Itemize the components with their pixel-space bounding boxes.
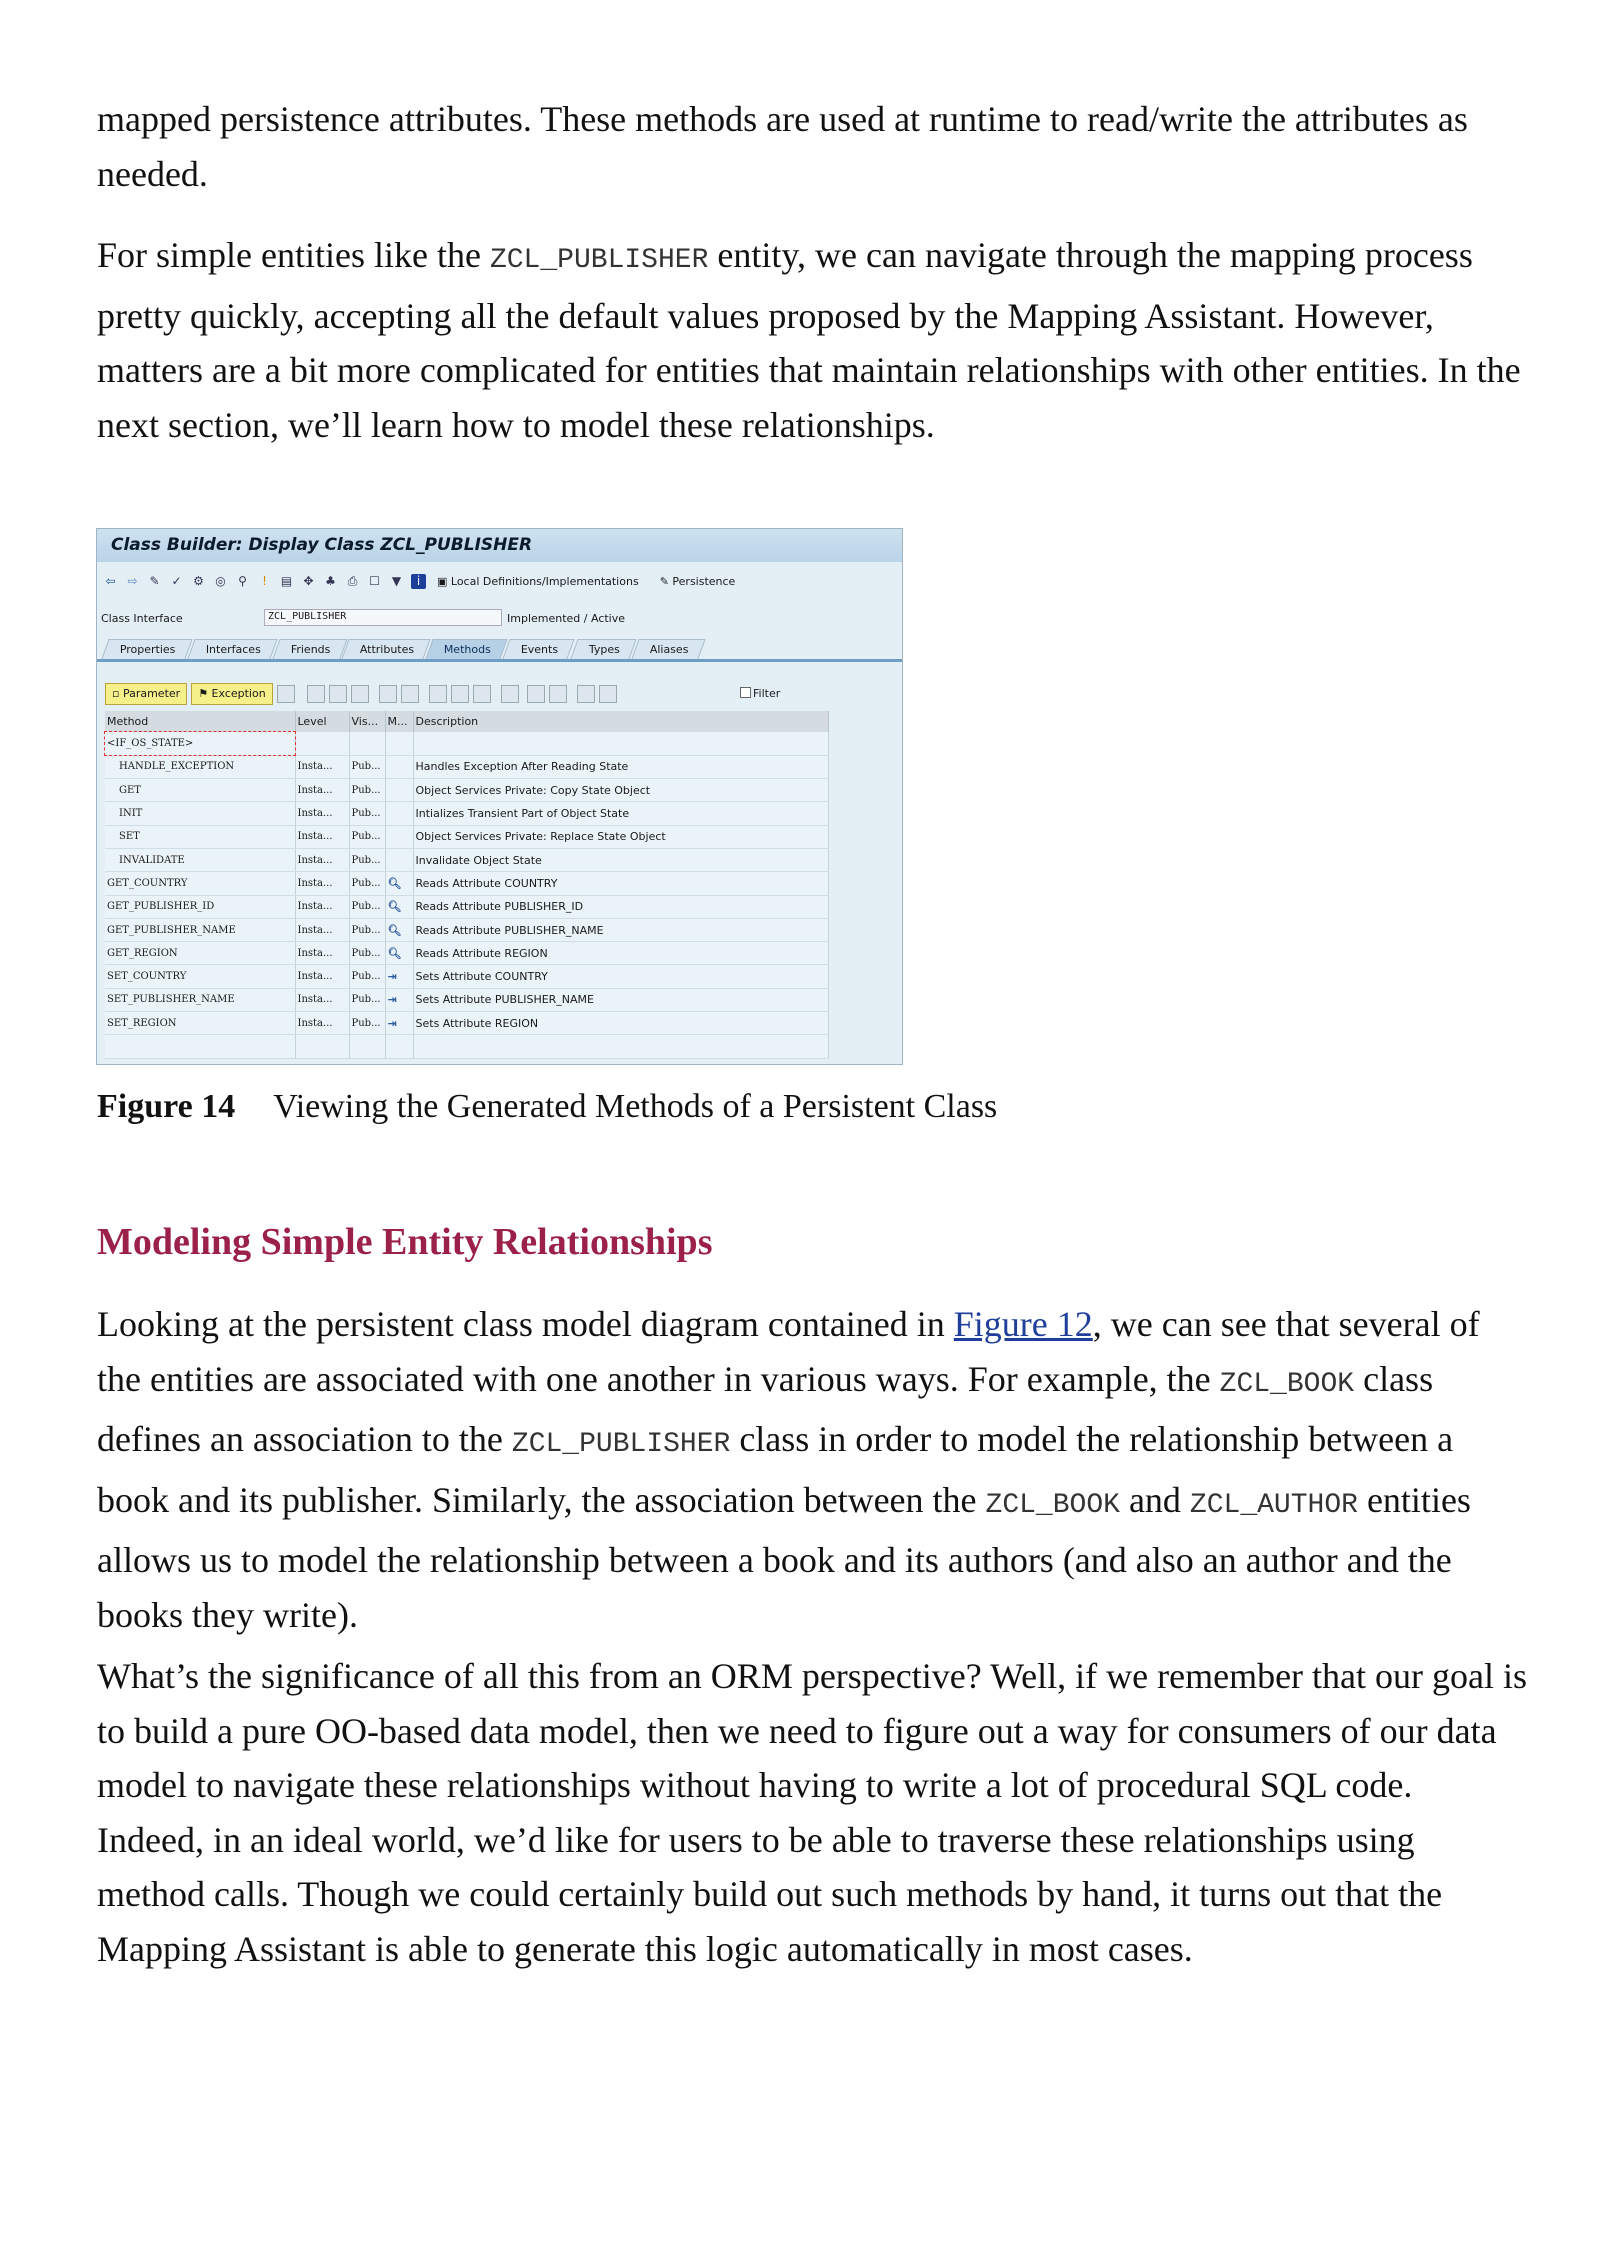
class-interface-field[interactable]: ZCL_PUBLISHER [264, 609, 502, 626]
tab-strip [105, 639, 703, 659]
paragraph [97, 228, 1522, 452]
column-header-visibility[interactable]: Vis... [349, 711, 385, 732]
tab-label: Attributes [359, 643, 415, 656]
tab-label: Methods [444, 643, 492, 656]
description-cell: Object Services Private: Replace State Object [413, 825, 829, 848]
paragraph [97, 1649, 1527, 1976]
where-used-icon[interactable]: ⚲ [238, 573, 247, 588]
setter-method-icon: ⇥ [387, 970, 397, 984]
status-text: Implemented / Active [507, 612, 626, 625]
table-row[interactable] [105, 802, 829, 825]
method-cell: GET_REGION [105, 942, 295, 965]
description-cell: Reads Attribute COUNTRY [413, 872, 829, 895]
visibility-cell [349, 1035, 385, 1058]
window-icon[interactable]: ☐ [369, 573, 380, 588]
table-row[interactable] [105, 895, 829, 918]
class-builder-screenshot [96, 528, 903, 1065]
filter-label: Filter [753, 687, 781, 700]
method-cell: GET_COUNTRY [105, 872, 295, 895]
level-cell: Insta... [295, 1012, 349, 1035]
text-run: , we can see that several of the entities are associated with one another in various ways. For example, the [97, 1304, 1480, 1399]
level-cell: Insta... [295, 825, 349, 848]
table-row[interactable] [105, 1012, 829, 1035]
method-cell: SET_COUNTRY [105, 965, 295, 988]
modeled-cell [385, 1035, 413, 1058]
level-cell: Insta... [295, 965, 349, 988]
visibility-cell: Pub... [349, 848, 385, 871]
copy-row-icon[interactable] [451, 685, 469, 703]
column-header-description[interactable]: Description [413, 711, 829, 732]
detail-icon[interactable] [307, 685, 325, 703]
modeled-cell [385, 779, 413, 802]
table-row[interactable] [105, 942, 829, 965]
reader-method-icon: 🔍︎ [387, 900, 402, 914]
tab-label: Friends [290, 643, 330, 656]
modeled-cell [385, 872, 413, 895]
level-cell: Insta... [295, 755, 349, 778]
method-cell [105, 1035, 295, 1058]
tab-methods[interactable] [426, 639, 508, 659]
table-row[interactable] [105, 755, 829, 778]
table-row[interactable] [105, 918, 829, 941]
tab-friends[interactable] [272, 639, 347, 659]
empty-row[interactable] [105, 1035, 829, 1058]
table-row[interactable] [105, 872, 829, 895]
paragraph [97, 1297, 1522, 1642]
table-row[interactable] [105, 779, 829, 802]
display-icon[interactable]: ▤ [280, 573, 293, 588]
find-next-icon[interactable] [549, 685, 567, 703]
column-header-modeled[interactable]: M... [385, 711, 413, 732]
description-cell: Reads Attribute REGION [413, 942, 829, 965]
insert-row-icon[interactable] [379, 685, 397, 703]
undo-icon[interactable] [577, 685, 595, 703]
level-cell: Insta... [295, 848, 349, 871]
reader-method-icon: 🔍︎ [387, 923, 402, 937]
description-cell: Invalidate Object State [413, 848, 829, 871]
tab-label: Interfaces [205, 643, 261, 656]
visibility-cell: Pub... [349, 918, 385, 941]
move-icon[interactable] [351, 685, 369, 703]
tab-label: Events [521, 643, 559, 656]
section-heading: Modeling Simple Entity Relationships [97, 1221, 713, 1263]
tab-types[interactable] [570, 639, 636, 659]
text-run: For simple entities like the [97, 235, 490, 275]
text-run: mapped persistence attributes. These methods are used at runtime to read/write the attributes as needed. [97, 99, 1468, 194]
description-cell: Handles Exception After Reading State [413, 755, 829, 778]
level-cell: Insta... [295, 872, 349, 895]
figure-label: Figure 14 [97, 1088, 236, 1125]
visibility-cell: Pub... [349, 872, 385, 895]
level-cell [295, 732, 349, 755]
method-cell: INVALIDATE [105, 848, 295, 871]
modeled-cell [385, 848, 413, 871]
inline-code: ZCL_AUTHOR [1189, 1489, 1358, 1521]
text-run: Looking at the persistent class model diagram contained in [97, 1304, 954, 1344]
level-cell: Insta... [295, 779, 349, 802]
tab-label: Aliases [649, 643, 689, 656]
parameter-button[interactable]: ▫ Parameter [105, 683, 187, 705]
visibility-cell: Pub... [349, 942, 385, 965]
text-run: entities allows us to model the relationship between a book and its authors (and also an author and the books they write). [97, 1479, 1471, 1635]
hierarchy-icon[interactable]: ♣ [325, 573, 336, 588]
local-definitions-button[interactable]: ▣ Local Definitions/Implementations [437, 574, 639, 588]
inline-code: ZCL_PUBLISHER [511, 1429, 731, 1460]
modeled-cell [385, 755, 413, 778]
visibility-cell: Pub... [349, 895, 385, 918]
paste-icon[interactable] [473, 685, 491, 703]
modeled-cell [385, 965, 413, 988]
filter-icon[interactable]: ▼ [391, 573, 402, 588]
method-cell: SET_PUBLISHER_NAME [105, 988, 295, 1011]
tab-divider [97, 659, 902, 662]
tab-attributes[interactable] [342, 639, 432, 659]
print-icon[interactable]: ⎙ [347, 573, 358, 588]
paragraph [97, 92, 1517, 201]
local-definitions-label: Local Definitions/Implementations [450, 574, 639, 588]
tab-interfaces[interactable] [187, 639, 277, 659]
modeled-cell [385, 942, 413, 965]
activate-icon[interactable]: ⚙ [193, 573, 204, 588]
delete-row-icon[interactable] [401, 685, 419, 703]
visibility-cell: Pub... [349, 965, 385, 988]
visibility-cell: Pub... [349, 755, 385, 778]
table-row[interactable] [105, 965, 829, 988]
method-cell: GET_PUBLISHER_NAME [105, 918, 295, 941]
text-run: class in order to model the relationship between a book and its publisher. Similarly, the association between the [97, 1419, 1454, 1520]
modeled-cell [385, 895, 413, 918]
check-icon[interactable]: ✓ [171, 573, 182, 588]
source-icon[interactable] [277, 685, 295, 703]
inline-code: ZCL_PUBLISHER [489, 245, 709, 276]
redo-icon[interactable] [599, 685, 617, 703]
level-cell: Insta... [295, 942, 349, 965]
text-run: class defines an association to the [97, 1358, 1434, 1459]
level-cell: Insta... [295, 918, 349, 941]
methods-toolbar [105, 683, 617, 705]
level-cell: Insta... [295, 802, 349, 825]
tab-label: Types [588, 643, 620, 656]
modeled-cell [385, 802, 413, 825]
description-cell [413, 1035, 829, 1058]
figure-caption [97, 1088, 997, 1126]
modeled-cell [385, 825, 413, 848]
method-cell: <IF_OS_STATE> [105, 732, 295, 755]
checkbox-icon [740, 687, 751, 698]
text-run: entity, we can navigate through the mapping process pretty quickly, accepting all the default values proposed by the Mapping Assistant. However, matters are a bit more complicated for entities that maintain relationships with other entities. In the next section, we’ll learn how to model these relationships. [97, 235, 1521, 445]
persistence-button[interactable]: ✎ Persistence [659, 574, 736, 588]
forward-icon[interactable]: ⇨ [127, 573, 138, 588]
visibility-cell: Pub... [349, 779, 385, 802]
description-cell: Intializes Transient Part of Object State [413, 802, 829, 825]
tab-aliases[interactable] [631, 639, 705, 659]
table-row[interactable] [105, 732, 829, 755]
text-run: and [1119, 1479, 1190, 1520]
table-row[interactable] [105, 848, 829, 871]
description-cell: Reads Attribute PUBLISHER_NAME [413, 918, 829, 941]
visibility-cell: Pub... [349, 802, 385, 825]
edit-icon[interactable]: ✎ [149, 573, 160, 588]
description-cell: Sets Attribute COUNTRY [413, 965, 829, 988]
visibility-cell [349, 732, 385, 755]
parameter-label: Parameter [122, 687, 181, 700]
description-cell: Reads Attribute PUBLISHER_ID [413, 895, 829, 918]
description-cell: Sets Attribute REGION [413, 1012, 829, 1035]
level-cell [295, 1035, 349, 1058]
setter-method-icon: ⇥ [387, 993, 397, 1007]
copy-icon[interactable] [329, 685, 347, 703]
description-cell: Sets Attribute PUBLISHER_NAME [413, 988, 829, 1011]
inline-code: ZCL_BOOK [1219, 1368, 1355, 1400]
table-row[interactable] [105, 825, 829, 848]
text-run: What’s the significance of all this from an ORM perspective? Well, if we remember that our goal is to build a pure OO-based data model, then we need to figure out a way for consumers of our data model to navigate these relationships without having to write a lot of procedural SQL code. Indeed, in an ideal world, we’d like for users to be able to traverse these relationships using method calls. Though we could certainly build out such methods by hand, it turns out that the Mapping Assistant is able to generate this logic automatically in most cases. [97, 1656, 1527, 1969]
method-cell: HANDLE_EXCEPTION [105, 755, 295, 778]
help-icon[interactable]: i [411, 574, 426, 589]
persistence-label: Persistence [672, 574, 736, 588]
column-header-level[interactable]: Level [295, 711, 349, 732]
reader-method-icon: 🔍︎ [387, 876, 402, 890]
modeled-cell [385, 732, 413, 755]
reader-method-icon: 🔍︎ [387, 946, 402, 960]
visibility-cell: Pub... [349, 825, 385, 848]
visibility-cell: Pub... [349, 1012, 385, 1035]
modeled-cell [385, 1012, 413, 1035]
back-icon[interactable]: ⇦ [105, 573, 116, 588]
print-list-icon[interactable] [501, 685, 519, 703]
method-cell: SET [105, 825, 295, 848]
level-cell: Insta... [295, 895, 349, 918]
filter-checkbox[interactable] [740, 687, 780, 700]
tab-label: Properties [119, 643, 176, 656]
tab-properties[interactable] [101, 639, 192, 659]
tab-events[interactable] [503, 639, 576, 659]
method-cell: GET [105, 779, 295, 802]
methods-table [105, 711, 829, 1059]
inline-code: ZCL_BOOK [985, 1489, 1120, 1521]
table-row[interactable] [105, 988, 829, 1011]
level-cell: Insta... [295, 988, 349, 1011]
method-cell: GET_PUBLISHER_ID [105, 895, 295, 918]
exception-button[interactable]: ⚑ Exception [191, 683, 273, 705]
method-cell: INIT [105, 802, 295, 825]
find-icon[interactable] [527, 685, 545, 703]
class-interface-label: Class Interface [101, 612, 183, 625]
figure-link[interactable]: Figure 12 [953, 1304, 1093, 1344]
exception-label: Exception [211, 687, 266, 700]
modeled-cell [385, 918, 413, 941]
cut-icon[interactable] [429, 685, 447, 703]
navigate-icon[interactable]: ✥ [303, 573, 314, 588]
modeled-cell [385, 988, 413, 1011]
test-icon[interactable]: ◎ [215, 573, 226, 588]
description-cell [413, 732, 829, 755]
figure-caption-text: Viewing the Generated Methods of a Persistent Class [273, 1088, 998, 1125]
toolbar [103, 567, 896, 595]
window-title: Class Builder: Display Class ZCL_PUBLISHER [97, 529, 902, 562]
setter-method-icon: ⇥ [387, 1016, 397, 1030]
info-icon[interactable]: ! [262, 573, 267, 588]
method-cell: SET_REGION [105, 1012, 295, 1035]
visibility-cell: Pub... [349, 988, 385, 1011]
column-header-method[interactable]: Method [105, 711, 295, 732]
description-cell: Object Services Private: Copy State Object [413, 779, 829, 802]
